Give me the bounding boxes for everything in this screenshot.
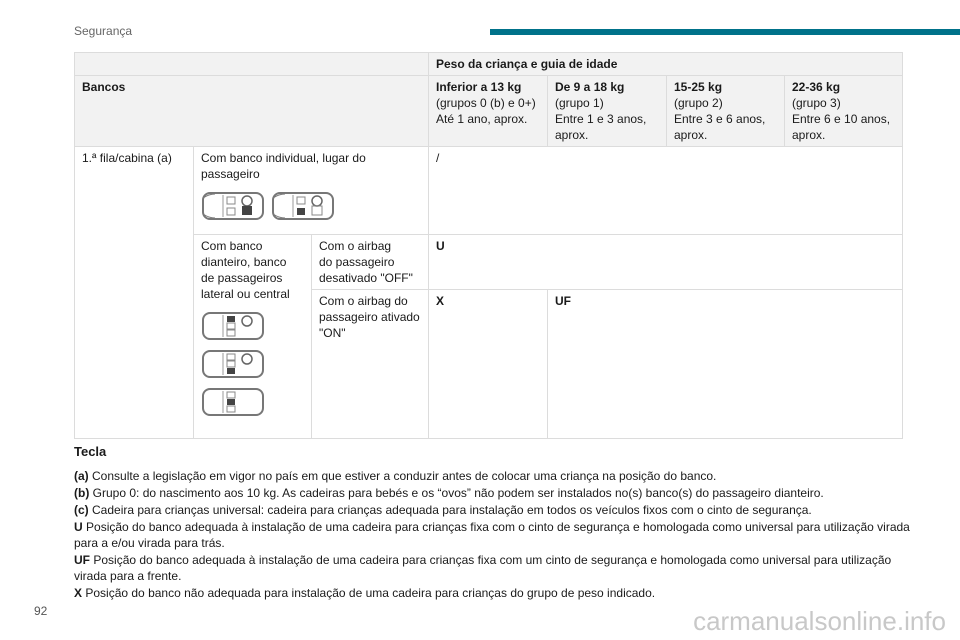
- airbag-off-label: Com o airbag do passageiro desativado "OFF": [312, 235, 429, 290]
- empty-header-cell: [75, 53, 429, 76]
- section-title: Segurança: [74, 24, 133, 38]
- group-desc: (grupo 1) Entre 1 e 3 anos, aprox.: [555, 96, 647, 142]
- legend-key: (c): [74, 503, 89, 517]
- legend-text: Consulte a legislação em vigor no país em que estiver a conduzir antes de colocar uma criança na posição do banco.: [92, 469, 717, 483]
- van-seat-icon: [201, 348, 304, 380]
- legend-text: Posição do banco adequada à instalação de uma cadeira para crianças fixa com o cinto de segurança e homologada como universal para utilização virada para a e/ou virada para trás.: [74, 520, 910, 550]
- legend-key: UF: [74, 553, 90, 567]
- legend-key: (b): [74, 486, 90, 500]
- group-desc: (grupos 0 (b) e 0+) Até 1 ano, aprox.: [436, 96, 536, 126]
- legend-item: [74, 552, 914, 584]
- page-number: 92: [34, 604, 48, 618]
- seats-header: Bancos: [75, 76, 429, 147]
- group-header: [667, 76, 785, 147]
- seat-type-label: Com banco individual, lugar do passageiro: [201, 151, 366, 181]
- group-header: [785, 76, 903, 147]
- legend-item: [74, 519, 914, 551]
- legend-item: [74, 468, 914, 484]
- legend-text: Cadeira para crianças universal: cadeira para crianças adequada para instalação em todos os veículos fixos com o cinto de segurança.: [92, 503, 812, 517]
- legend-title: Tecla: [74, 444, 107, 459]
- group-desc: (grupo 3) Entre 6 e 10 anos, aprox.: [792, 96, 891, 142]
- group-title: 22-36 kg: [792, 80, 841, 94]
- weight-guide-header: Peso da criança e guia de idade: [429, 53, 903, 76]
- value-cell: /: [429, 147, 903, 235]
- legend-key: (a): [74, 469, 89, 483]
- van-seat-icon: [201, 310, 304, 342]
- child-seat-table: [74, 52, 903, 439]
- van-seat-icon: [271, 190, 337, 222]
- van-seat-icon: [201, 190, 267, 222]
- legend-text: Posição do banco não adequada para instalação de uma cadeira para crianças do grupo de peso indicado.: [85, 586, 656, 600]
- row-label: 1.ª fila/cabina (a): [75, 147, 194, 439]
- seat-type-cell: [194, 235, 312, 439]
- legend-item: [74, 485, 914, 501]
- legend-item: [74, 502, 914, 518]
- watermark: carmanualsonline.info: [693, 606, 946, 636]
- van-seat-icon: [201, 386, 304, 418]
- group-title: Inferior a 13 kg: [436, 80, 522, 94]
- group-title: 15-25 kg: [674, 80, 723, 94]
- value-cell: U: [429, 235, 903, 290]
- legend-text: Posição do banco adequada à instalação de uma cadeira para crianças fixa com um cinto de segurança e homologada como universal para utilização virada para a frente.: [74, 553, 892, 583]
- legend: [74, 444, 914, 602]
- value-cell: X: [429, 290, 548, 439]
- seat-type-label: Com banco dianteiro, banco de passageiros lateral ou central: [201, 239, 290, 301]
- group-title: De 9 a 18 kg: [555, 80, 625, 94]
- group-desc: (grupo 2) Entre 3 e 6 anos, aprox.: [674, 96, 766, 142]
- seat-type-cell: [194, 147, 429, 235]
- group-header: [548, 76, 667, 147]
- airbag-on-label: Com o airbag do passageiro ativado "ON": [312, 290, 429, 439]
- group-header: [429, 76, 548, 147]
- value-cell: UF: [548, 290, 903, 439]
- legend-item: [74, 585, 914, 601]
- legend-text: Grupo 0: do nascimento aos 10 kg. As cadeiras para bebés e os “ovos” não podem ser instalados no(s) banco(s) do passageiro dianteiro.: [92, 486, 824, 500]
- legend-key: U: [74, 520, 83, 534]
- header-accent-bar: [490, 29, 960, 35]
- legend-key: X: [74, 586, 83, 600]
